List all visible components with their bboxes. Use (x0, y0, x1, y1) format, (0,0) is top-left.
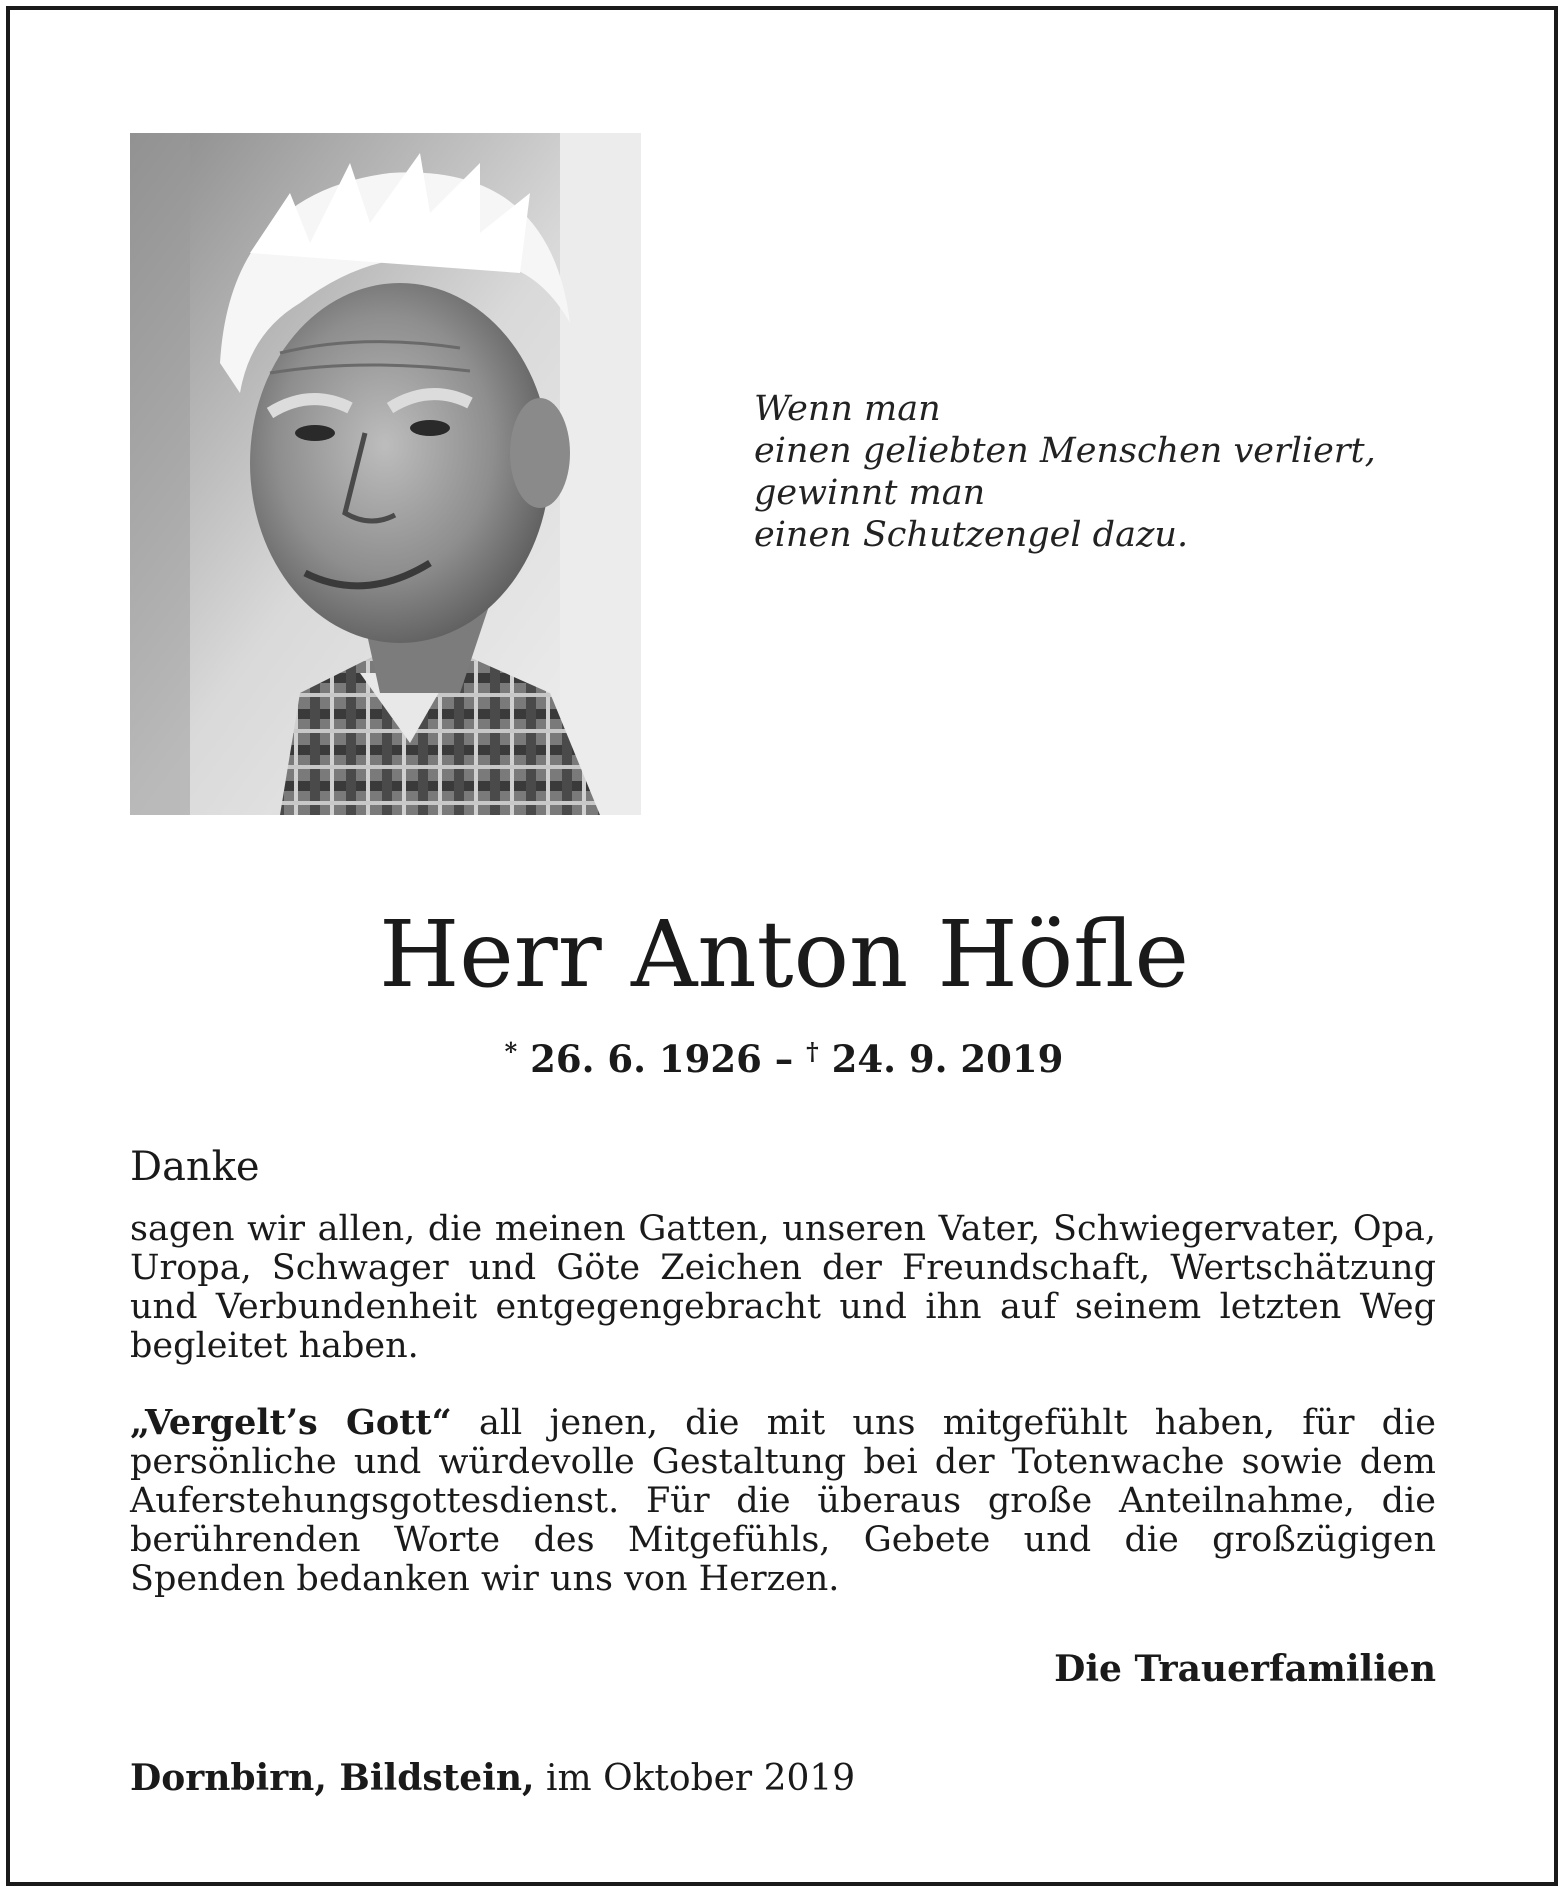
date-separator: – (761, 1037, 807, 1081)
quote-line: gewinnt man (754, 473, 986, 513)
portrait-illustration (130, 133, 641, 815)
place-name: Dornbirn, Bildstein, (130, 1757, 535, 1799)
life-dates (0, 1030, 1568, 1081)
vergelts-gott-phrase: „Vergelt’s Gott“ (130, 1402, 452, 1443)
deceased-name: Herr Anton Höfle (379, 901, 1189, 1008)
month-year: im Oktober 2019 (534, 1758, 856, 1799)
thanks-paragraph: sagen wir allen, die meinen Gatten, unseren Vater, Schwiegervater, Opa, Uropa, Schwager und Göte Zeichen der Freundschaft, Wertschätzung und Verbundenheit entgegengebracht und ihn auf seinem letzten Weg begleitet haben. (130, 1209, 1436, 1366)
birth-mark: * (504, 1037, 518, 1066)
gratitude-paragraph (130, 1403, 1436, 1599)
memorial-quote (754, 388, 1376, 556)
birth-date: 26. 6. 1926 (530, 1037, 762, 1081)
signature: Die Trauerfamilien (1054, 1648, 1436, 1690)
place-date-line (130, 1756, 855, 1801)
gratitude-text: all jenen, die mit uns mitgefühlt haben, für die persönliche und würdevolle Gestaltung bei der Totenwache sowie dem Auferstehungsgottesdienst. Für die überaus große Anteilnahme, die berührenden Worte des Mitgefühls, Gebete und die großzügigen Spenden bedanken wir uns von Herzen. (130, 1403, 1436, 1599)
quote-line: einen Schutzengel dazu. (754, 515, 1189, 555)
thanks-heading: Danke (130, 1144, 260, 1190)
quote-line: einen geliebten Menschen verliert, (754, 431, 1376, 471)
death-mark: † (806, 1037, 819, 1066)
portrait-photo (130, 133, 641, 815)
quote-line: Wenn man (754, 389, 941, 429)
death-date: 24. 9. 2019 (831, 1037, 1064, 1081)
